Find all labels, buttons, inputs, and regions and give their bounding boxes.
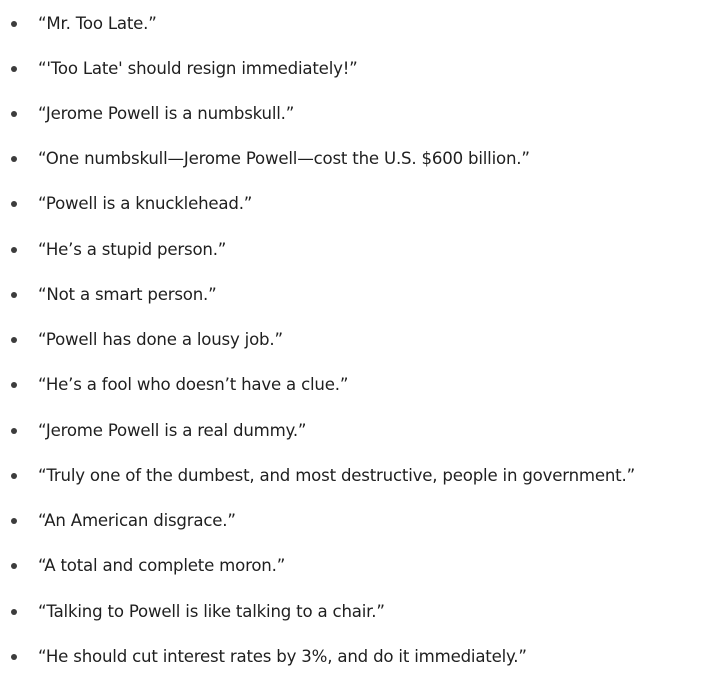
quote-text: “He’s a fool who doesn’t have a clue.” — [38, 375, 349, 394]
quote-text: “He’s a stupid person.” — [38, 240, 227, 259]
bullet-icon — [11, 337, 17, 343]
quote-text: “Powell is a knucklehead.” — [38, 194, 253, 213]
bullet-icon — [11, 66, 17, 72]
quote-text: “'Too Late' should resign immediately!” — [38, 59, 358, 78]
bullet-icon — [11, 654, 17, 660]
quote-text: “Talking to Powell is like talking to a chair.” — [38, 602, 385, 621]
quote-text: “Jerome Powell is a numbskull.” — [38, 104, 295, 123]
quote-text: “Not a smart person.” — [38, 285, 217, 304]
bullet-icon — [11, 247, 17, 253]
quote-text: “An American disgrace.” — [38, 511, 236, 530]
bullet-icon — [11, 156, 17, 162]
quote-text: “A total and complete moron.” — [38, 556, 286, 575]
bullet-icon — [11, 111, 17, 117]
bullet-icon — [11, 292, 17, 298]
bullet-icon — [11, 201, 17, 207]
quote-text: “One numbskull—Jerome Powell—cost the U.S. $600 billion.” — [38, 149, 530, 168]
bullet-icon — [11, 382, 17, 388]
bullet-icon — [11, 518, 17, 524]
bullet-icon — [11, 473, 17, 479]
bullet-icon — [11, 428, 17, 434]
quote-text: “Mr. Too Late.” — [38, 14, 157, 33]
bullet-icon — [11, 609, 17, 615]
bullet-icon — [11, 563, 17, 569]
quote-text: “Jerome Powell is a real dummy.” — [38, 421, 307, 440]
quote-text: “Truly one of the dumbest, and most destructive, people in government.” — [38, 466, 635, 485]
quote-text: “Powell has done a lousy job.” — [38, 330, 283, 349]
bullet-icon — [11, 21, 17, 27]
quote-text: “He should cut interest rates by 3%, and do it immediately.” — [38, 647, 527, 666]
